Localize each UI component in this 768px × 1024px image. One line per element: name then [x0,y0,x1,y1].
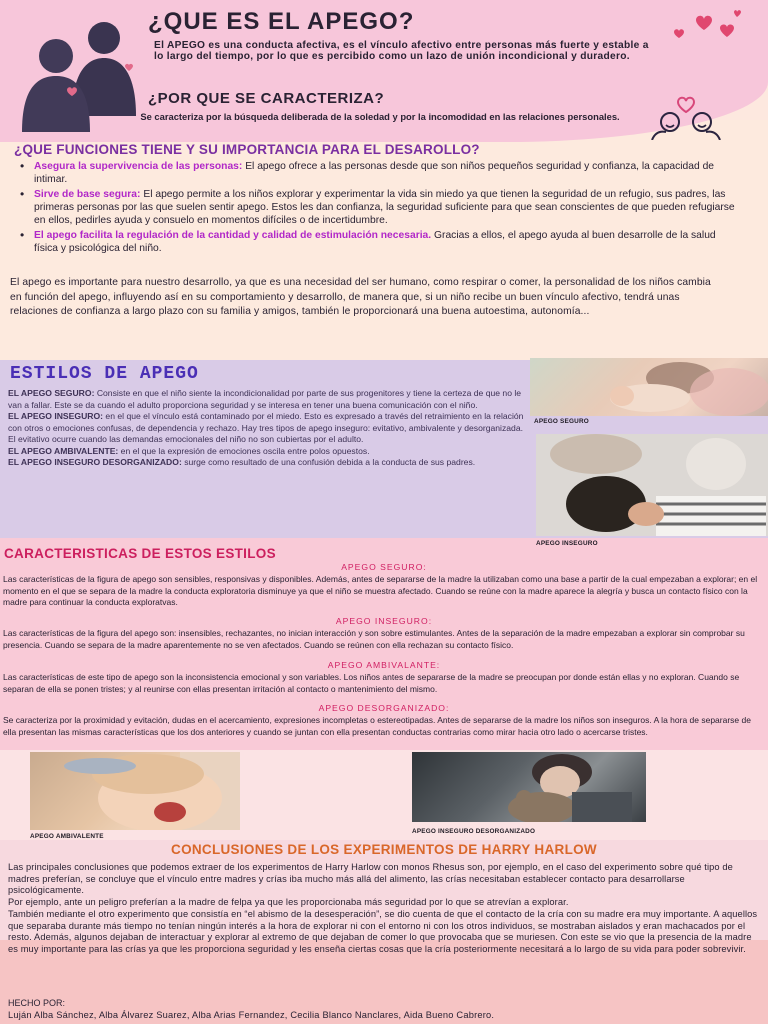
section-heading: APEGO INSEGURO: [335,616,433,626]
functions-list [20,160,742,257]
photo-crying-child [30,752,240,830]
list-item-highlight: Asegura la supervivencia de las personas: [34,161,243,172]
list-item [20,229,742,255]
photo-caption: APEGO SEGURO [534,418,589,425]
estilo-item [8,457,528,469]
subtitle: ¿POR QUE SE CARACTERIZA? [148,90,385,107]
friends-heart-icon [646,94,726,140]
section-heading: APEGO AMBIVALANTE: [327,660,441,670]
list-item-text: El apego permite a los niños explorar y experimentar la vida sin miedo ya que tienen la seguridad de un refugio, sus padres, las primeras personas por las que suelen sentir apego. Estos les dan confianza, la seguridad suficiente para que sean conscientes de que pueden refugiarse en ellos, pedirles ayuda y consuelo en momentos difíciles o de incertidumbre. [34,189,735,226]
estilo-text: en el que el vínculo está contaminado por el miedo. Esto es expresado a través del retraimiento en la relación con otros o emociones confusas, de dependencia y rechazo. Hay tres tipos de apego inseguro: evitativo, ambivalente y desorganizada. El evitativo ocurre cuando las demandas emocionales del niño no son cubiertas por el adulto. [8,411,524,444]
harlow-paragraph: Las principales conclusiones que podemos extraer de los experimentos de Harry Harlow con monos Rhesus son, por ejemplo, en el caso del experimento sobre qué tipo de madres preferían, se concluye que el vínculo entre madres y crías iba mucho más allá del alimento, las crías necesitaban establecer contacto para desarrollarse psicológicamente. [8,862,733,896]
estilo-item [8,388,528,411]
photo-caption: APEGO INSEGURO [536,540,598,547]
page-title: ¿QUE ES EL APEGO? [148,8,415,35]
section-heading: APEGO SEGURO: [341,562,427,572]
credits-names: Luján Alba Sánchez, Alba Álvarez Suarez, Alba Arias Fernandez, Cecilia Blanco Nanclares, Aida Bueno Cabrero. [8,1010,495,1020]
section-paragraph: Las características de la figura de apego son sensibles, responsivas y disponibles. Además, antes de separarse de la madre la utilizaban como una base a partir de la cual empezaban a explorar; en el momento en el que se separa de la madre la conducta exploratoria disminuye ya que el niño se muestra afectado. Cuando se reúne con la madre aparece la alegría y busca un contacto físico con la madre para continuar la conducta exploratvas. [3,574,758,607]
estilo-label: EL APEGO INSEGURO: [8,411,104,421]
estilos-heading: ESTILOS DE APEGO [10,364,199,384]
credits-label: HECHO POR: [8,998,66,1008]
section-paragraph: Las características de la figura del apego son: insensibles, rechazantes, no inician interacción y son sobre estimulantes. Antes de la separación de la madre empezaban a explorar sin comprobar su presencia. Cuando se separa de la madre aparentemente no se ven afectados. Cuando se reúnen con ella rechazan su contacto físico. [3,628,745,650]
photo-caption: APEGO AMBIVALENTE [30,833,104,840]
photo-child-with-bear [412,752,646,822]
estilo-label: EL APEGO SEGURO: [8,388,95,398]
estilos-body [8,388,528,469]
list-item-text: Gracias a ellos, el apego ayuda al buen desarrolle de la salud física y psicológica del niño. [34,230,716,254]
estilo-item [8,446,528,458]
estilo-text: en el que la expresión de emociones oscila entre polos opuestos. [118,445,370,456]
list-item-highlight: Sirve de base segura: [34,189,141,200]
list-item [20,160,742,186]
subtitle-paragraph: Se caracteriza por la búsqueda deliberada de la soledad y por la incomodidad en las relaciones personales. [140,111,620,122]
estilo-text: surge como resultado de una confusión debida a la conducta de sus padres. [181,457,476,467]
list-item [20,188,742,227]
harlow-heading: CONCLUSIONES DE LOS EXPERIMENTOS DE HARRY HARLOW [171,842,597,857]
functions-heading: ¿QUE FUNCIONES TIENE Y SU IMPORTANCIA PARA EL DESAROLLO? [14,142,480,157]
section-paragraph: Las características de este tipo de apego son la inconsistencia emocional y son variables. Los niños antes de separarse de la madre se preocupan por donde están ellas y no exploran. Cuando se separan de ella se ponen tristes; y al reunirse con ellas presentan irritación al contacto o mantenimiento del mismo. [3,672,740,694]
harlow-body [8,862,760,956]
photo-caption: APEGO INSEGURO DESORGANIZADO [412,828,536,835]
importance-paragraph: El apego es importante para nuestro desarrollo, ya que es una necesidad del ser humano, como respirar o comer, la personalidad de los niños cambia en función del apego, influyendo así en su comportamiento y desarrollo, de manera que, si un niño recibe un buen vínculo afectivo, tendrá unas relaciones de confianza a largo plazo con su familia y amigos, también le proporcionará una buena autoestima, autonomía... [10,277,711,317]
estilo-label: EL APEGO AMBIVALENTE: [8,445,119,456]
estilo-text: Consiste en que el niño siente la incondicionalidad por parte de sus progenitores y tiene la certeza de que no le van a fallar. Este se da cuando el adulto proporciona seguridad y se interesa en tener una buena comunicación con el niño. [8,388,522,410]
list-item-text: El apego ofrece a las personas desde que son niños pequeños seguridad y confianza, la capacidad de intimar. [34,161,715,185]
harlow-paragraph: También mediante el otro experimento que consistía en “el abismo de la desesperación”, se dio cuenta de que el contacto de la cría con su madre era muy importante. A aquellos que separaba durante más tiempo no tenían ningún interés a la hora de explorar ni con el entorno ni con los otros individuos, se mostraban aislados y eran machacados por el resto. Además, algunos dejaban de interactuar y explorar al extremo de que dejaban de comer lo que provocaba que se muriesen. Con este se vio que la presencia de la madre es muy importante para las crías ya que les proporciona seguridad y les enseña ciertas cosas que la cría posteriormente necesitará a lo largo de su vida para poder sobrevivir. [8,908,758,954]
section-paragraph: Se caracteriza por la proximidad y evitación, dudas en el acercamiento, expresiones incompletas o estereotipadas. Antes de separarse de la madre los niños son inseguros. A la hora de separarse de ella presentan las mismas características que los dos anteriores y cuando se juntan con ella presentan conductas contrarias como mirar hacia otro lado o acercarse tristes. [3,715,751,737]
section-heading: APEGO DESORGANIZADO: [318,703,450,713]
estilo-item [8,411,528,446]
list-item-highlight: El apego facilita la regulación de la cantidad y calidad de estimulación necesaria. [34,230,432,241]
hearts-icon [668,8,748,44]
caracteristicas-heading: CARACTERISTICAS DE ESTOS ESTILOS [4,546,276,561]
estilo-label: EL APEGO INSEGURO DESORGANIZADO: [8,457,182,467]
intro-paragraph: El APEGO es una conducta afectiva, es el vínculo afectivo entre personas más fuerte y estable a lo largo del tiempo, por lo que es percibido como un lazo de unión incondicional y duradero. [154,40,649,62]
photo-mother-baby [530,358,768,416]
harlow-paragraph: Por ejemplo, ante un peligro preferían a la madre de felpa ya que les proporcionaba más seguridad por lo que se atrevían a explorar. [8,897,569,908]
photo-sad-child [536,434,768,536]
